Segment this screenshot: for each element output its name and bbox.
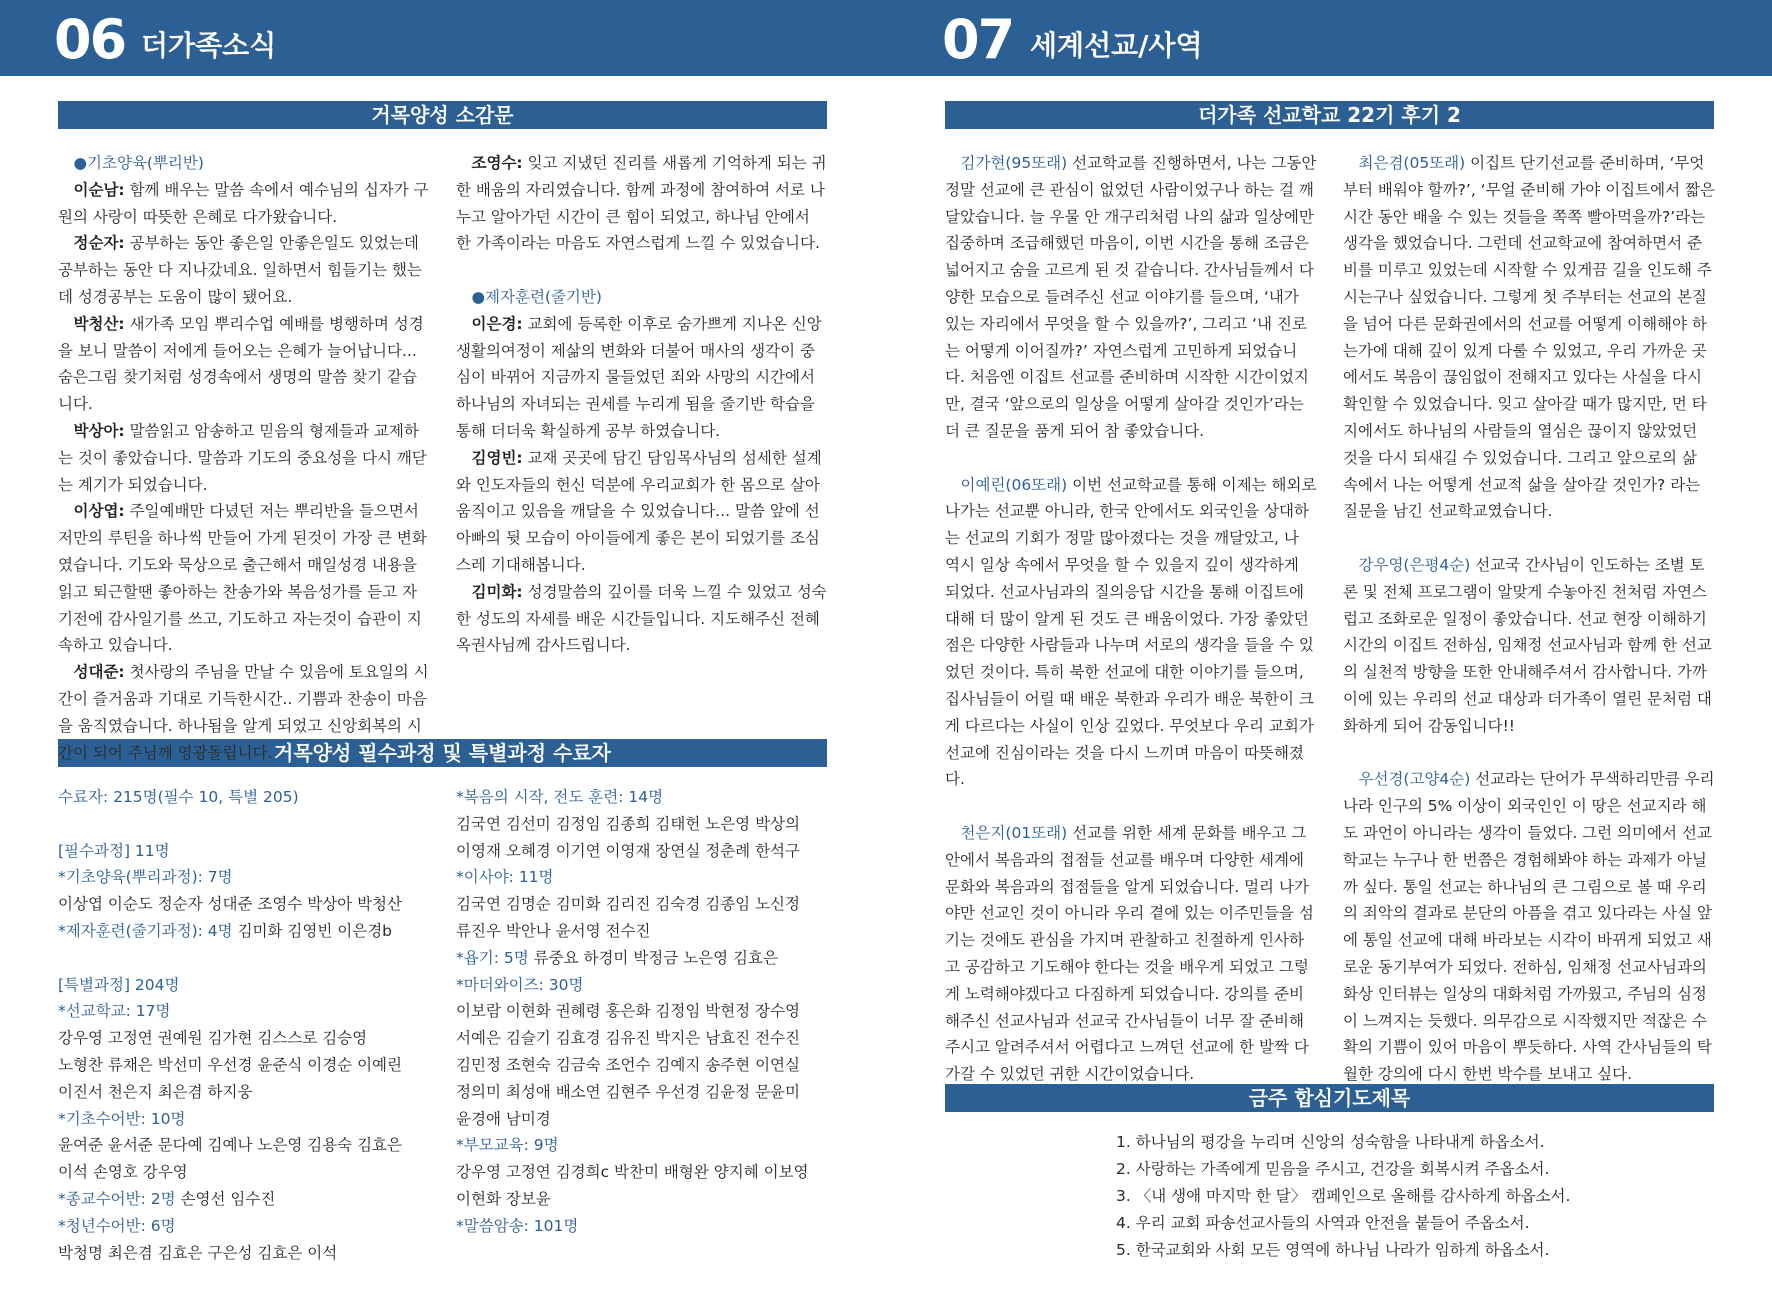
graduate-names: 이진서 천은지 최은겸 하지웅 — [58, 1082, 253, 1101]
graduate-names: 윤여준 윤서준 문다예 김예나 노은영 김용숙 김효은 — [58, 1136, 402, 1155]
special-heading: [특별과정] 204명 — [58, 975, 180, 994]
graduate-names: 서예은 김슬기 김효경 김유진 박지은 남효진 전수진 — [456, 1029, 800, 1048]
course-label: *말씀암송: 101명 — [456, 1216, 579, 1235]
testimony-entry: 이상엽: 주일예배만 다녔던 저는 뿌리반을 들으면서 저만의 루틴을 하나씩 만들어 가게 된것이 가장 큰 변화였습니다. 기도와 묵상으로 출근해서 매일성경 내용을 읽고 퇴근할땐 좋아하는 찬송가와 복음성가를 듣고 자기전에 감사일기를 쓰고, 기도하고 자는것이 습관이 지속하고 있습니다. — [58, 502, 427, 655]
prayer-item: 3. 〈내 생애 마지막 한 달〉 캠페인으로 올해를 감사하게 하옵소서. — [1116, 1187, 1571, 1205]
mission-entry: 강우영(은평4순) 선교국 간사님이 인도하는 조별 토론 및 전체 프로그램이 알맞게 수놓아진 천처럼 자연스럽고 조화로운 일정이 좋았습니다. 선교 현장 이해하기 시간의 이집트 전하심, 임채정 선교사님과 함께 한 선교의 실천적 방향을 또한 안내해주셔서 감사합니다. 가까이에 있는 우리의 선교 대상과 더가족이 열린 문처럼 대화하게 되어 감동입니다!! — [1343, 555, 1712, 735]
testimony-entry: 조영수: 잊고 지냈던 진리를 새롭게 기억하게 되는 귀한 배움의 자리였습니다. 함께 과정에 참여하여 서로 나누고 알아가던 시간이 큰 힘이 되었고, 하나님 안에서 한 가족이라는 마음도 자연스럽게 느낄 수 있었습니다. — [456, 154, 827, 253]
mission-entry: 최은겸(05또래) 이집트 단기선교를 준비하며, ‘무엇부터 배워야 할까?’, ‘무얼 준비해 가야 이집트에서 짧은 시간 동안 배울 수 있는 것들을 쪽쪽 빨아먹을까?’라는 생각을 했었습니다. 그런데 선교학교에 참여하면서 준비를 미루고 있었는데 시작할 수 있게끔 길을 인도해 주시는구나 싶었습니다. 그렇게 첫 주부터는 선교의 본질을 넘어 다른 문화권에서의 선교를 어떻게 이해해야 하는가에 대해 깊이 있게 다룰 수 있었고, 우리 가까운 곳에서도 복음이 끊임없이 전해지고 있다는 사실을 다시 확인할 수 있었습니다. 잊고 살아갈 때가 많지만, 먼 타지에서도 하나님의 사람들의 열심은 끊이지 않았었던 것을 다시 되새길 수 있었습니다. 그리고 앞으로의 삶 속에서 나는 어떻게 선교적 삶을 살아갈 것인가? 라는 질문을 남긴 선교학교였습니다. — [1343, 154, 1715, 521]
graduate-names: 이석 손영호 강우영 — [58, 1163, 188, 1182]
graduates-list-2 — [456, 784, 836, 1240]
course-line: *욥기: 5명 류중요 하경미 박정금 노은영 김효은 — [456, 948, 778, 967]
prayer-list — [1116, 1129, 1570, 1264]
basic-course-heading: ●기초양육(뿌리반) — [73, 154, 204, 172]
graduate-names: 박청명 최은겸 김효은 구은성 김효은 이석 — [58, 1243, 338, 1262]
graduates-list-1 — [58, 784, 438, 1266]
mission-entry: 우선경(고양4순) 선교라는 단어가 무색하리만큼 우리나라 인구의 5% 이상이 외국인인 이 땅은 선교지라 해도 과언이 아니라는 생각이 들었다. 그런 의미에서 선교학교는 누구나 한 번쯤은 경험해봐야 하는 과제가 아닐까 싶다. 통일 선교는 하나님의 큰 그림으로 볼 때 우리의 죄악의 결과로 분단의 아픔을 겪고 있다라는 사실 앞에 통일 선교에 대해 바라보는 시각이 바뀌게 되었고 새로운 동기부여가 되었다. 전하심, 임채정 선교사님과의 화상 인터뷰는 일상의 대화처럼 가까웠고, 주님의 심정이 느껴지는 듯했다. 의무감으로 시작했지만 적잖은 수확의 기쁨이 있어 마음이 뿌듯하다. 사역 간사님들의 탁월한 강의에 다시 한번 박수를 보내고 싶다. — [1343, 770, 1715, 1084]
testimony-section-title: 거목양성 소감문 — [58, 101, 827, 129]
course-label: *기초수어반: 10명 — [58, 1109, 186, 1128]
graduate-names: 류진우 박안나 윤서영 전수진 — [456, 921, 651, 940]
course-line: *제자훈련(줄기과정): 4명 김미화 김영빈 이은경b — [58, 921, 393, 940]
header-bar — [0, 0, 1772, 76]
prayer-section-title: 금주 합심기도제목 — [945, 1084, 1714, 1112]
course-label: *청년수어반: 6명 — [58, 1216, 176, 1235]
course-label: *선교학교: 17명 — [58, 1002, 171, 1021]
graduate-names: 이영재 오혜경 이기연 이영재 장연실 정춘례 한석구 — [456, 841, 800, 860]
right-page-title: 세계선교/사역 — [1030, 29, 1203, 62]
course-line: *종교수어반: 2명 손영선 임수진 — [58, 1189, 276, 1208]
left-page-title: 더가족소식 — [141, 29, 277, 62]
mission-entry: 김가현(95또래) 선교학교를 진행하면서, 나는 그동안 정말 선교에 큰 관심이 없었던 사람이었구나 하는 걸 깨달았습니다. 늘 우물 안 개구리처럼 나의 삶과 일상에만 집중하며 조급해했던 마음이, 이번 시간을 통해 조금은 넓어지고 숨을 고르게 된 것 같습니다. 간사님들께서 다양한 모습으로 들려주신 선교 이야기를 들으며, ‘내가 있는 자리에서 무엇을 할 수 있을까?’, 그리고 ‘내 진로는 어떻게 이어질까?’ 자연스럽게 고민하게 되었습니다. 처음엔 이집트 선교를 준비하며 시작한 시간이었지만, 결국 ‘앞으로의 일상을 어떻게 살아갈 것인가’라는 더 큰 질문을 품게 되어 참 좋았습니다. — [945, 154, 1317, 440]
testimony-entry: 성대준: 첫사랑의 주님을 만날 수 있음에 토요일의 시간이 즐거움과 기대로 기득한시간.. 기쁨과 찬송이 마음을 움직였습니다. 하나됨을 알게 되었고 신앙회복의 시간이 되어 주님께 영광돌립니다. — [58, 663, 429, 762]
required-heading: [필수과정] 11명 — [58, 841, 170, 860]
graduate-names: 김민정 조현숙 김금숙 조언수 김예지 송주현 이연실 — [456, 1055, 800, 1074]
prayer-item: 5. 한국교회와 사회 모든 영역에 하나님 나라가 임하게 하옵소서. — [1116, 1241, 1550, 1259]
graduate-names: 이현화 장보윤 — [456, 1189, 551, 1208]
disciple-course-heading: ●제자훈련(줄기반) — [471, 287, 602, 306]
course-label: *기초양육(뿌리과정): 7명 — [58, 868, 233, 887]
testimony-entry: 정순자: 공부하는 동안 좋은일 안좋은일도 있었는데 공부하는 동안 다 지나갔네요. 일하면서 힘들기는 했는데 성경공부는 도움이 많이 됐어요. — [58, 234, 422, 306]
graduate-names: 윤경애 남미경 — [456, 1109, 551, 1128]
graduate-names: 노형찬 류채은 박선미 우선경 윤준식 이경순 이예린 — [58, 1055, 402, 1074]
testimony-entry: 이은경: 교회에 등록한 이후로 숨가쁘게 지나온 신앙생활의여정이 제삶의 변화와 더불어 매사의 생각이 중심이 바뀌어 지금까지 물들었던 죄와 사망의 시간에서 하나님의 자녀되는 권세를 누리게 됨을 줄기반 학습을 통해 더더욱 확실하게 공부 하였습니다. — [456, 314, 822, 440]
right-page-number: 07 — [942, 8, 1014, 71]
testimony-entry: 박상아: 말씀읽고 암송하고 믿음의 형제들과 교제하는 것이 좋았습니다. 말씀과 기도의 중요성을 다시 깨닫는 계기가 되었습니다. — [58, 421, 427, 494]
mission-entry: 이예린(06또래) 이번 선교학교를 통해 이제는 해외로 나가는 선교뿐 아니라, 한국 안에서도 외국인을 상대하는 선교의 기회가 정말 많아졌다는 것을 깨달았고, 나 역시 일상 속에서 무엇을 할 수 있을지 깊이 생각하게 되었다. 선교사님과의 질의응답 시간을 통해 이집트에 대해 더 많이 알게 된 것도 큰 배움이었다. 가장 좋았던 점은 다양한 사람들과 나누며 서로의 생각을 들을 수 있었던 것이다. 특히 북한 선교에 대한 이야기를 들으며, 집사님들이 어릴 때 배운 북한과 우리가 배운 북한이 크게 다르다는 사실이 인상 깊었다. 무엇보다 우리 교회가 선교에 진심이라는 것을 다시 느끼며 마음이 따뜻해졌다. — [945, 475, 1317, 789]
testimony-entry: 이순남: 함께 배우는 말씀 속에서 예수님의 십자가 구원의 사랑이 따뜻한 은혜로 다가왔습니다. — [58, 180, 429, 226]
prayer-item: 2. 사랑하는 가족에게 믿음을 주시고, 건강을 회복시켜 주옵소서. — [1116, 1160, 1550, 1178]
graduate-names: 강우영 고정연 권예원 김가현 김스스로 김승영 — [58, 1029, 368, 1048]
testimony-entry: 박청산: 새가족 모임 뿌리수업 예배를 병행하며 성경을 보니 말씀이 저에게 들어오는 은혜가 늘어납니다... 숨은그림 찾기처럼 성경속에서 생명의 말씀 찾기 같습니다. — [58, 314, 424, 414]
course-label: *복음의 시작, 전도 훈련: 14명 — [456, 788, 664, 806]
graduate-names: 정의미 최성애 배소연 김현주 우선경 김윤정 문윤미 — [456, 1082, 800, 1101]
left-page-number: 06 — [54, 8, 126, 71]
graduate-names: 강우영 고정연 김경희c 박찬미 배형완 양지혜 이보영 — [456, 1163, 809, 1182]
course-label: *이사야: 11명 — [456, 868, 554, 887]
testimony-entry: 김미화: 성경말씀의 깊이를 더욱 느낄 수 있었고 성숙한 성도의 자세를 배운 시간들입니다. 지도해주신 전혜옥권사님께 감사드립니다. — [456, 582, 827, 655]
testimony-entry: 김영빈: 교재 곳곳에 담긴 담임목사님의 섬세한 설계와 인도자들의 헌신 덕분에 우리교회가 한 몸으로 살아 움직이고 있음을 깨달을 수 있었습니다... 말씀 앞에 선 아빠의 뒷 모습이 아이들에게 좋은 본이 되었기를 조심스레 기대해봅니다. — [456, 448, 822, 574]
testimony-column-2 — [456, 150, 828, 710]
missions-column-2 — [1343, 150, 1715, 1084]
graduate-names: 이상엽 이순도 정순자 성대준 조영수 박상아 박청산 — [58, 895, 402, 914]
graduate-names: 이보람 이현화 권혜령 홍은화 김정임 박현정 장수영 — [456, 1002, 800, 1021]
graduate-names: 김국연 김선미 김정임 김종희 김태헌 노은영 박상의 — [456, 814, 800, 833]
missions-column-1 — [945, 150, 1317, 1084]
graduates-total: 수료자: 215명(필수 10, 특별 205) — [58, 788, 299, 806]
prayer-item: 4. 우리 교회 파송선교사들의 사역과 안전을 붙들어 주옵소서. — [1116, 1214, 1530, 1232]
mission-entry: 천은지(01또래) 선교를 위한 세계 문화를 배우고 그 안에서 복음과의 접점들 선교를 배우며 다양한 세계에 문화와 복음과의 접점들을 알게 되었습니다. 멀리 나가야만 선교인 것이 아니라 우리 곁에 있는 이주민들을 섬기는 것에도 관심을 가지며 관찰하고 친절하게 인사하고 공감하고 기도해야 한다는 것을 배우게 되었고 그렇게 노력해야겠다고 다짐하게 되었습니다. 강의를 준비해주신 선교사님과 선교국 간사님들이 너무 잘 준비해 주시고 알려주셔서 어렵다고 느껴던 선교에 한 발짝 다가갈 수 있었던 귀한 시간이었습니다. — [945, 823, 1314, 1084]
course-label: *마더와이즈: 30명 — [456, 975, 584, 994]
graduates-section-title: 거목양성 필수과정 및 특별과정 수료자 — [58, 739, 827, 767]
testimony-column-1 — [58, 150, 430, 762]
prayer-item: 1. 하나님의 평강을 누리며 신앙의 성숙함을 나타내게 하옵소서. — [1116, 1133, 1545, 1151]
course-label: *부모교육: 9명 — [456, 1136, 559, 1155]
graduate-names: 김국연 김명순 김미화 김리진 김숙경 김종임 노신정 — [456, 895, 800, 914]
missions-section-title: 더가족 선교학교 22기 후기 2 — [945, 101, 1714, 129]
